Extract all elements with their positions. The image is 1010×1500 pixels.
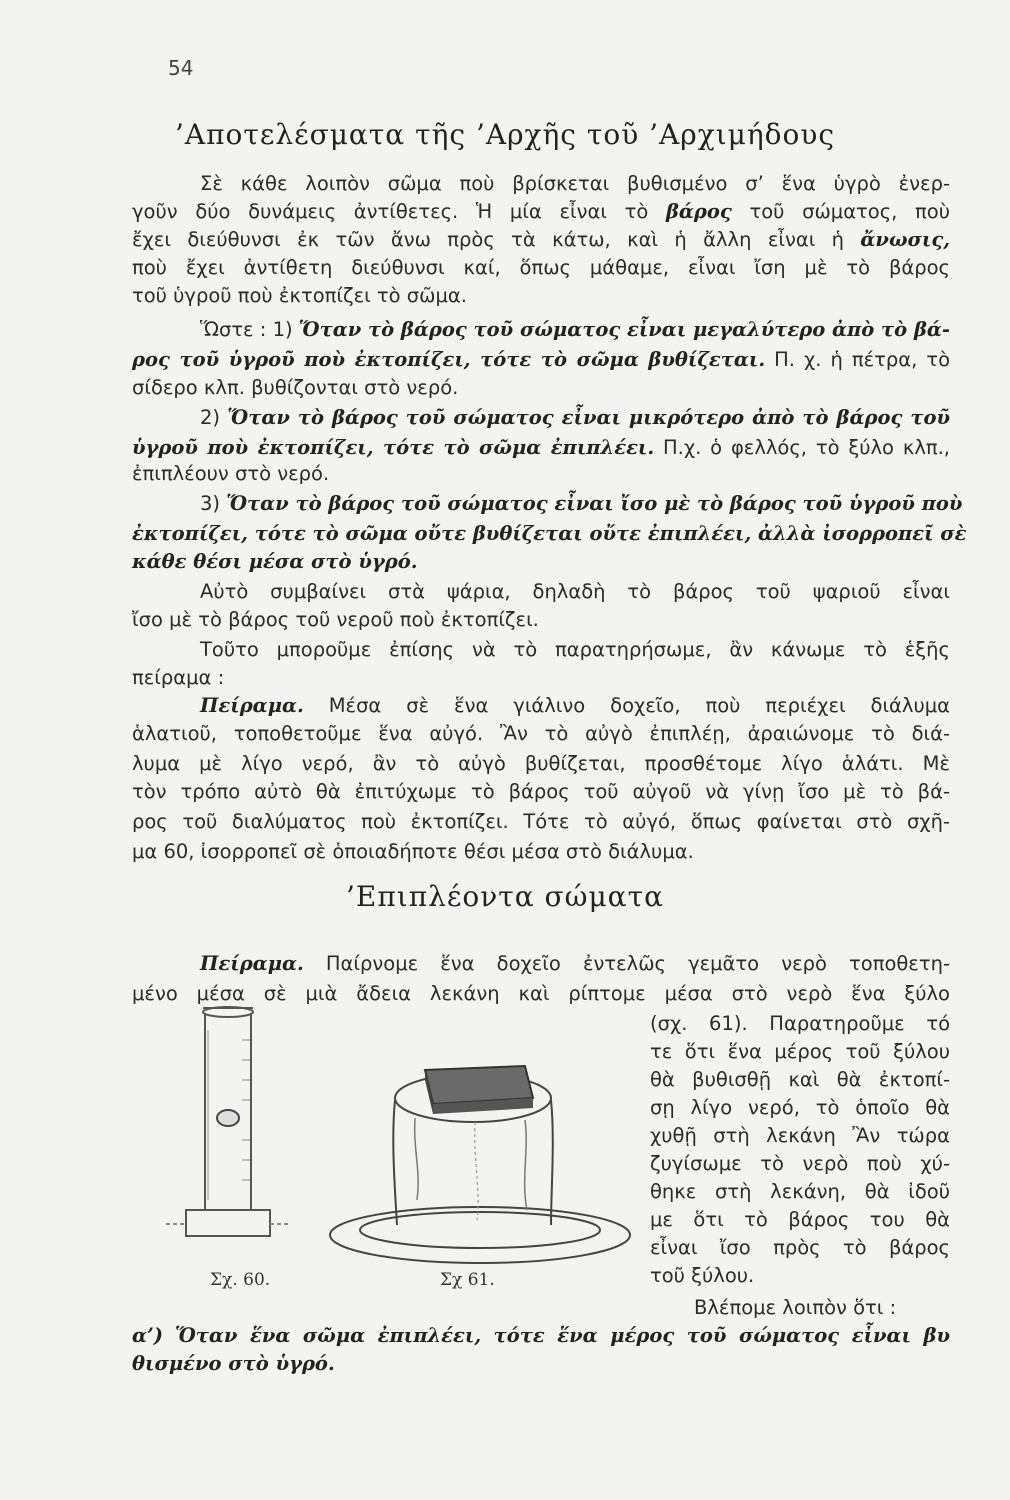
rule-2-line: 2) Ὅταν τὸ βάρος τοῦ σώματος εἶναι μικρότερο ἀπὸ τὸ βάρος τοῦ [200, 406, 950, 429]
section-heading-archimedes-results: ’Αποτελέσματα τῆς ’Αρχῆς τοῦ ’Αρχιμήδους [174, 118, 836, 151]
rule-3-line: ἐκτοπίζει, τότε τὸ σῶμα οὔτε βυθίζεται οὔτε ἐπιπλέει, ἀλλὰ ἰσορροπεῖ σὲ [132, 522, 967, 545]
wrapped-line: (σχ. 61). Παρατηροῦμε τό [650, 1012, 950, 1035]
wrapped-line: με ὅτι τὸ βάρος του θὰ [650, 1208, 950, 1231]
rule-1-line: ρος τοῦ ὑγροῦ ποὺ ἐκτοπίζει, τότε τὸ σῶμα βυθίζεται. Π. χ. ἡ πέτρα, τὸ [132, 348, 950, 371]
experiment-1-line: μα 60, ἰσορροπεῖ σὲ ὁποιαδήποτε θέσι μέσα στὸ διάλυμα. [132, 840, 694, 863]
emphasis-buoyancy: ἄνωσις, [860, 228, 950, 251]
experiment-1-line: λυμα μὲ λίγο νερό, ἂν τὸ αὐγὸ βυθίζεται, προσθέτομε λίγο ἁλάτι. Μὲ [132, 752, 950, 775]
figure-60-caption: Σχ. 60. [210, 1270, 271, 1290]
figure-61-overflow-basin [325, 1040, 635, 1270]
wrapped-line: θὰ βυθισθῇ καὶ θὰ ἐκτοπί- [650, 1068, 950, 1091]
paragraph-line: ἴσο μὲ τὸ βάρος τοῦ νεροῦ ποὺ ἐκτοπίζει. [132, 608, 539, 631]
paragraph-line: ἔχει διεύθυνσι ἐκ τῶν ἄνω πρὸς τὰ κάτω, καὶ ἡ ἄλλη εἶναι ἡ ἄνωσις, [132, 228, 950, 251]
conclusion-line: α’) Ὅταν ἕνα σῶμα ἐπιπλέει, τότε ἕνα μέρος τοῦ σώματος εἶναι βυ [132, 1324, 950, 1347]
rule-2-line: ἐπιπλέουν στὸ νερό. [132, 462, 330, 485]
section-heading-floating-bodies: ’Επιπλέοντα σώματα [345, 880, 664, 913]
wrapped-line: εἶναι ἴσο πρὸς τὸ βάρος [650, 1236, 950, 1259]
paragraph-line: Σὲ κάθε λοιπὸν σῶμα ποὺ βρίσκεται βυθισμένο σ’ ἕνα ὑγρὸ ἐνερ- [200, 172, 950, 195]
paragraph-line: πείραμα : [132, 666, 225, 689]
paragraph-line: τοῦ ὑγροῦ ποὺ ἐκτοπίζει τὸ σῶμα. [132, 284, 467, 307]
wrapped-line: χυθῇ στὴ λεκάνη Ἂν τώρα [650, 1124, 950, 1147]
experiment-label: Πείραμα. [200, 694, 304, 717]
paragraph-line: Τοῦτο μποροῦμε ἐπίσης νὰ τὸ παρατηρήσωμε, ἂν κάνωμε τὸ ἑξῆς [200, 638, 950, 661]
figure-60-cylinder-egg [158, 1000, 298, 1260]
experiment-1-line: ρος τοῦ διαλύματος ποὺ ἐκτοπίζει. Τότε τὸ αὐγό, ὅπως φαίνεται στὸ σχῆ- [132, 810, 950, 833]
experiment-1-line: τὸν τρόπο αὐτὸ θὰ ἐπιτύχωμε τὸ βάρος τοῦ αὐγοῦ νὰ γίνῃ ἴσο μὲ τὸ βά- [132, 780, 950, 803]
wrapped-line: θηκε στὴ λεκάνη, θὰ ἰδοῦ [650, 1180, 950, 1203]
rule-1-line: Ὥστε : 1) Ὅταν τὸ βάρος τοῦ σώματος εἶναι μεγαλύτερο ἀπὸ τὸ βά- [200, 318, 951, 341]
paragraph-line: Αὐτὸ συμβαίνει στὰ ψάρια, δηλαδὴ τὸ βάρος τοῦ ψαριοῦ εἶναι [200, 580, 950, 603]
wrapped-line: τε ὅτι ἕνα μέρος τοῦ ξύλου [650, 1040, 950, 1063]
paragraph-line: ποὺ ἔχει ἀντίθετη διεύθυνσι καί, ὅπως μάθαμε, εἶναι ἴση μὲ τὸ βάρος [132, 256, 950, 279]
wrapped-line: ζυγίσωμε τὸ νερὸ ποὺ χύ- [650, 1152, 950, 1175]
rule-1-line: σίδερο κλπ. βυθίζονται στὸ νερό. [132, 376, 459, 399]
wrapped-line: τοῦ ξύλου. [650, 1264, 755, 1287]
page-number: 54 [168, 56, 194, 80]
rule-3-line: 3) Ὅταν τὸ βάρος τοῦ σώματος εἶναι ἴσο μὲ τὸ βάρος τοῦ ὑγροῦ ποὺ [200, 492, 963, 515]
rule-2-line: ὑγροῦ ποὺ ἐκτοπίζει, τότε τὸ σῶμα ἐπιπλέει. Π.χ. ὁ φελλός, τὸ ξύλο κλπ., [132, 436, 950, 459]
rule-3-line: κάθε θέσι μέσα στὸ ὑγρό. [132, 550, 418, 573]
conclusion-line: θισμένο στὸ ὑγρό. [132, 1352, 335, 1375]
figure-61-caption: Σχ 61. [440, 1270, 495, 1290]
experiment-2-line: Πείραμα. Παίρνομε ἕνα δοχεῖο ἐντελῶς γεμᾶτο νερὸ τοποθετη- [200, 952, 950, 975]
emphasis-weight: βάρος [665, 200, 732, 223]
experiment-1-line: Πείραμα. Μέσα σὲ ἕνα γιάλινο δοχεῖο, ποὺ περιέχει διάλυμα [200, 694, 950, 717]
experiment-1-line: ἁλατιοῦ, τοποθετοῦμε ἕνα αὐγό. Ἂν τὸ αὐγὸ ἐπιπλέῃ, ἀραιώνομε τὸ διά- [132, 722, 950, 745]
paragraph-line: γοῦν δύο δυνάμεις ἀντίθετες. Ἡ μία εἶναι τὸ βάρος τοῦ σώματος, ποὺ [132, 200, 950, 223]
experiment-2-line: μένο μέσα σὲ μιὰ ἄδεια λεκάνη καὶ ρίπτομε μέσα στὸ νερὸ ἕνα ξύλο [132, 982, 950, 1005]
experiment-label: Πείραμα. [200, 952, 304, 975]
conclusion-intro: Βλέπομε λοιπὸν ὅτι : [694, 1296, 897, 1319]
wrapped-line: σῃ λίγο νερό, τὸ ὁποῖο θὰ [650, 1096, 950, 1119]
